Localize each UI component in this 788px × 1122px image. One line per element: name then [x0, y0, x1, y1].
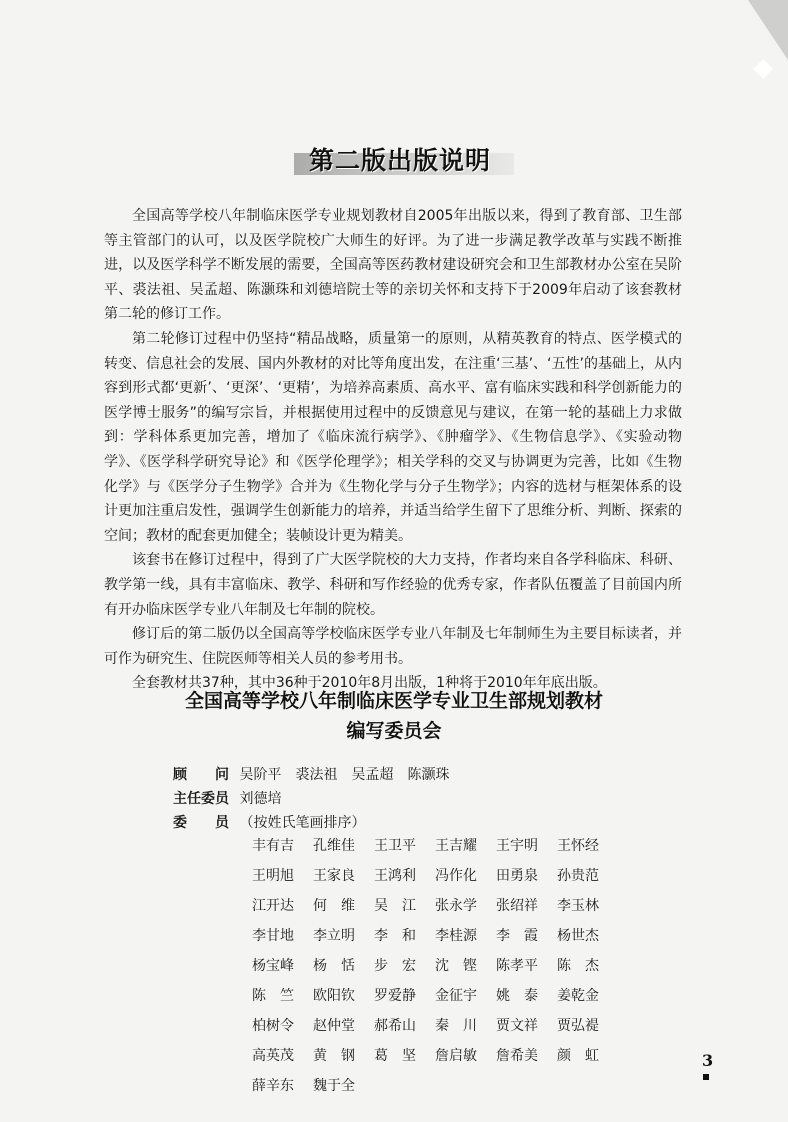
committee-heading-line2: 编写委员会 [346, 720, 442, 742]
member-name: 陈 竺 [252, 988, 294, 1004]
page-title-block [300, 143, 500, 179]
member-name: 沈 铿 [435, 958, 477, 974]
preface-body [104, 204, 682, 696]
member-name: 王家良 [313, 868, 355, 884]
member-name: 李甘地 [252, 928, 294, 944]
page-number: 3 [702, 1051, 714, 1070]
chair-row [173, 787, 693, 811]
member-name: 江开达 [252, 898, 294, 914]
paragraph: 修订后的第二版仍以全国高等学校临床医学专业八年制及七年制师生为主要目标读者，并可作为研究生、住院医师等相关人员的参考用书。 [104, 626, 682, 667]
member-name: 葛 坚 [374, 1048, 416, 1064]
member-row [173, 811, 693, 835]
member-name: 贾弘褆 [557, 1018, 599, 1034]
page-title: 第二版出版说明 [308, 146, 491, 175]
member-label: 委 员 [173, 815, 229, 831]
member-name: 姚 泰 [496, 988, 538, 1004]
member-list [252, 833, 672, 1103]
member-name: 王卫平 [374, 838, 416, 854]
committee-heading-line1: 全国高等学校八年制临床医学专业卫生部规划教材 [184, 690, 603, 712]
member-name: 丰有吉 [252, 838, 294, 854]
corner-diamond-icon [753, 59, 773, 79]
member-name: 李桂源 [435, 928, 477, 944]
member-name: 田勇泉 [496, 868, 538, 884]
member-name: 黄 钢 [313, 1048, 355, 1064]
member-name: 陈 杰 [557, 958, 599, 974]
member-name: 赵仲堂 [313, 1018, 355, 1034]
committee-roles [173, 763, 693, 835]
member-name: 王明旭 [252, 868, 294, 884]
member-name: 金征宇 [435, 988, 477, 1004]
paragraph: 第二轮修订过程中仍坚持“精品战略，质量第一的原则，从精英教育的特点、医学模式的转变、信息社会的发展、国内外教材的对比等角度出发，在注重‘三基’、‘五性’的基础上，从内容到形式都‘更新’、‘更深’、‘更精’，为培养高素质、高水平、富有临床实践和科学创新能力的医学博士服务”的编写宗旨，并根据使用过程中的反馈意见与建议，在第一轮的基础上力求做到：学科体系更加完善，增加了《临床流行病学》、《肿瘤学》、《生物信息学》、《实验动物学》、《医学科学研究导论》和《医学伦理学》；相关学科的交叉与协调更为完善，比如《生物化学》与《医学分子生物学》合并为《生物化学与分子生物学》；内容的选材与框架体系的设计更加注重启发性，强调学生创新能力的培养，并适当给学生留下了思维分析、判断、探索的空间；教材的配套更加健全；装帧设计更为精美。 [104, 330, 682, 544]
paragraph: 全套教材共37种，其中36种于2010年8月出版，1种将于2010年年底出版。 [132, 675, 607, 692]
member-name: 李 和 [374, 928, 416, 944]
member-name: 欧阳钦 [313, 988, 355, 1004]
member-name: 李立明 [313, 928, 355, 944]
member-name: 杨宝峰 [252, 958, 294, 974]
member-name: 颜 虹 [557, 1048, 599, 1064]
member-name: 杨世杰 [557, 928, 599, 944]
chair-label: 主任委员 [173, 791, 229, 807]
advisor-names: 吴阶平 裘法祖 吴孟超 陈灏珠 [239, 767, 450, 783]
paragraph: 该套书在修订过程中，得到了广大医学院校的大力支持，作者均来自各学科临床、科研、教学第一线，具有丰富临床、教学、科研和写作经验的优秀专家，作者队伍覆盖了目前国内所有开办临床医学专业八年制及七年制的院校。 [104, 552, 682, 618]
member-name: 郝希山 [374, 1018, 416, 1034]
member-name: 王怀经 [557, 838, 599, 854]
member-name: 詹希美 [496, 1048, 538, 1064]
member-name: 何 维 [313, 898, 355, 914]
member-name: 贾文祥 [496, 1018, 538, 1034]
member-name: 孙贵范 [557, 868, 599, 884]
member-name: 陈孝平 [496, 958, 538, 974]
member-name: 柏树令 [252, 1018, 294, 1034]
member-name: 张永学 [435, 898, 477, 914]
member-name: 魏于全 [313, 1078, 355, 1094]
member-note: （按姓氏笔画排序） [239, 815, 366, 831]
member-name: 冯作化 [435, 868, 477, 884]
member-name: 王鸿利 [374, 868, 416, 884]
advisor-row [173, 763, 693, 787]
member-name: 姜乾金 [557, 988, 599, 1004]
member-name: 步 宏 [374, 958, 416, 974]
member-name: 李玉林 [557, 898, 599, 914]
member-name: 吴 江 [374, 898, 416, 914]
chair-name: 刘德培 [239, 791, 282, 807]
member-name: 杨 恬 [313, 958, 355, 974]
member-name: 孔维佳 [313, 838, 355, 854]
member-name: 李 霞 [496, 928, 538, 944]
member-name: 张绍祥 [496, 898, 538, 914]
member-name: 王吉耀 [435, 838, 477, 854]
member-name: 罗爱静 [374, 988, 416, 1004]
page-number-square-icon [703, 1074, 709, 1080]
member-name: 詹启敏 [435, 1048, 477, 1064]
member-name: 薛辛东 [252, 1078, 294, 1094]
page-corner-decoration [748, 0, 788, 60]
advisor-label: 顾 问 [173, 767, 229, 783]
paragraph: 全国高等学校八年制临床医学专业规划教材自2005年出版以来，得到了教育部、卫生部等主管部门的认可，以及医学院校广大师生的好评。为了进一步满足教学改革与实践不断推进，以及医学科学不断发展的需要，全国高等医药教材建设研究会和卫生部教材办公室在吴阶平、裘法祖、吴孟超、陈灏珠和刘德培院士等的亲切关怀和支持下于2009年启动了该套教材第二轮的修订工作。 [104, 208, 682, 323]
member-name: 王宇明 [496, 838, 538, 854]
committee-heading [0, 686, 788, 746]
member-name: 高英茂 [252, 1048, 294, 1064]
member-name: 秦 川 [435, 1018, 477, 1034]
